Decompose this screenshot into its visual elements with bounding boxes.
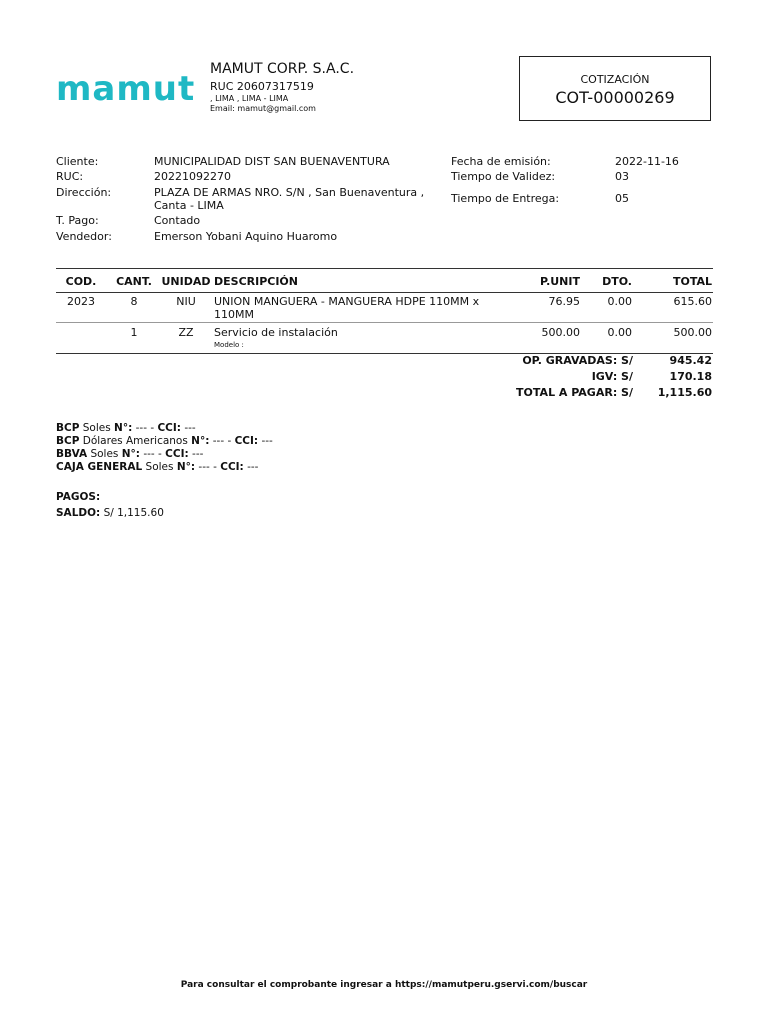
bank-line <box>56 461 258 473</box>
row2-descripcion: Servicio de instalación <box>214 326 338 339</box>
total-label: TOTAL A PAGAR: S/ <box>516 386 633 399</box>
pagos-label: PAGOS: <box>56 491 101 503</box>
cliente-value: MUNICIPALIDAD DIST SAN BUENAVENTURA <box>154 155 390 168</box>
vendedor-label: Vendedor: <box>56 230 112 243</box>
pago-value: Contado <box>154 214 201 227</box>
bank-name: BCP <box>56 422 80 434</box>
bank-n: --- - <box>132 422 158 434</box>
row1-descripcion: UNION MANGUERA - MANGUERA HDPE 110MM x 110MM <box>214 295 480 321</box>
saldo-value: S/ 1,115.60 <box>100 507 164 519</box>
footer-note: Para consultar el comprobante ingresar a https://mamutperu.gservi.com/buscar <box>180 980 588 990</box>
th-cod: COD. <box>65 275 97 288</box>
row1-punit: 76.95 <box>548 295 580 308</box>
svg-text:mamut: mamut <box>56 72 196 106</box>
bank-line <box>56 448 203 460</box>
row2-dto: 0.00 <box>607 326 632 339</box>
bank-name: BCP <box>56 435 80 447</box>
bank-currency: Dólares Americanos <box>79 435 192 447</box>
validez-label: Tiempo de Validez: <box>451 170 556 183</box>
table-row-rule <box>56 322 713 323</box>
direccion-value: PLAZA DE ARMAS NRO. S/N , San Buenaventura , Canta - LIMA <box>154 186 425 212</box>
th-total: TOTAL <box>672 275 712 288</box>
fecha-value: 2022-11-16 <box>615 155 679 168</box>
row2-total: 500.00 <box>673 326 712 339</box>
bank-line <box>56 435 273 447</box>
row2-punit: 500.00 <box>541 326 580 339</box>
bank-n: --- - <box>209 435 235 447</box>
th-punit: P.UNIT <box>540 275 580 288</box>
document-type: COTIZACIÓN <box>580 73 650 86</box>
igv-label: IGV: S/ <box>591 370 633 383</box>
company-email: Email: mamut@gmail.com <box>210 104 316 113</box>
total-value: 1,115.60 <box>657 386 712 399</box>
pagos-line <box>56 491 100 503</box>
bank-n-label: N°: <box>114 422 133 434</box>
bank-cci-label: CCI: <box>234 435 259 447</box>
gravadas-label: OP. GRAVADAS: S/ <box>522 354 633 367</box>
bank-name: BBVA <box>56 448 88 460</box>
company-logo <box>56 72 198 106</box>
saldo-line <box>56 507 164 519</box>
bank-cci: --- <box>180 422 196 434</box>
bank-n-label: N°: <box>176 461 196 473</box>
table-header-rule <box>56 292 713 293</box>
bank-line <box>56 422 196 434</box>
th-cant: CANT. <box>116 275 152 288</box>
company-ruc: RUC 20607317519 <box>210 80 314 93</box>
bank-n-label: N°: <box>121 448 140 460</box>
cliente-label: Cliente: <box>56 155 99 168</box>
pago-label: T. Pago: <box>56 214 99 227</box>
fecha-label: Fecha de emisión: <box>451 155 551 168</box>
bank-cci: --- <box>258 435 273 447</box>
company-name: MAMUT CORP. S.A.C. <box>210 61 355 77</box>
row2-subtext: Modelo : <box>214 341 244 349</box>
row1-total: 615.60 <box>673 295 712 308</box>
bank-cci-label: CCI: <box>165 448 189 460</box>
bank-n-label: N°: <box>191 435 210 447</box>
row1-dto: 0.00 <box>607 295 632 308</box>
entrega-label: Tiempo de Entrega: <box>451 192 560 205</box>
bank-cci: --- <box>188 448 204 460</box>
gravadas-value: 945.42 <box>669 354 712 367</box>
bank-cci-label: CCI: <box>220 461 244 473</box>
entrega-value: 05 <box>615 192 629 205</box>
document-box <box>519 56 711 121</box>
th-unidad: UNIDAD <box>161 275 211 288</box>
igv-value: 170.18 <box>669 370 712 383</box>
bank-n: --- - <box>195 461 221 473</box>
th-dto: DTO. <box>602 275 632 288</box>
document-number: COT-00000269 <box>555 88 675 107</box>
row1-cant: 8 <box>130 295 138 308</box>
bank-currency: Soles <box>79 422 115 434</box>
direccion-label: Dirección: <box>56 186 112 199</box>
row1-cod: 2023 <box>67 295 95 308</box>
table-top-rule <box>56 268 713 269</box>
saldo-label: SALDO: <box>56 507 101 519</box>
ruc-value: 20221092270 <box>154 170 231 183</box>
bank-n: --- - <box>140 448 166 460</box>
row1-unidad: NIU <box>176 295 196 308</box>
bank-cci-label: CCI: <box>157 422 181 434</box>
bank-currency: Soles <box>87 448 122 460</box>
vendedor-value: Emerson Yobani Aquino Huaromo <box>154 230 338 243</box>
bank-cci: --- <box>243 461 259 473</box>
row2-cant: 1 <box>130 326 138 339</box>
row2-unidad: ZZ <box>178 326 194 339</box>
company-address: , LIMA , LIMA - LIMA <box>210 94 289 103</box>
bank-currency: Soles <box>142 461 177 473</box>
ruc-label: RUC: <box>56 170 84 183</box>
th-descripcion: DESCRIPCIÓN <box>214 275 298 288</box>
validez-value: 03 <box>615 170 629 183</box>
bank-name: CAJA GENERAL <box>56 461 143 473</box>
